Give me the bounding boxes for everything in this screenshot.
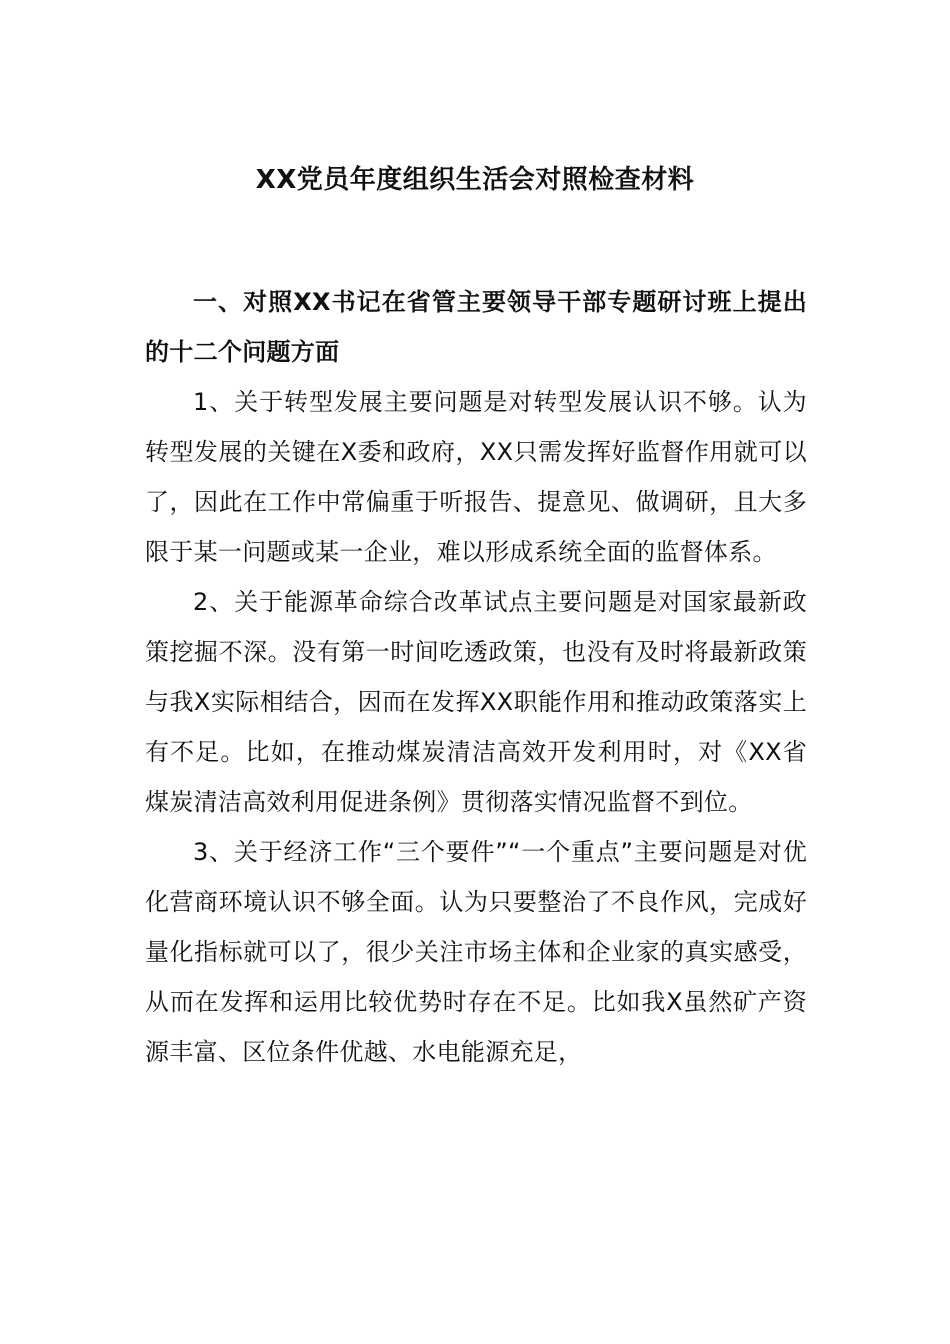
paragraph-3: 3、关于经济工作“三个要件”“一个重点”主要问题是对优化营商环境认识不够全面。认为只要整治了不良作风，完成好量化指标就可以了，很少关注市场主体和企业家的真实感受，从而在发挥和运用比较优势时存在不足。比如我X虽然矿产资源丰富、区位条件优越、水电能源充足， [145,838,807,1066]
section-heading: 一、对照XX书记在省管主要领导干部专题研讨班上提出的十二个问题方面 [145,288,807,366]
paragraph-2: 2、关于能源革命综合改革试点主要问题是对国家最新政策挖掘不深。没有第一时间吃透政策，也没有及时将最新政策与我X实际相结合，因而在发挥XX职能作用和推动政策落实上有不足。比如，在推动煤炭清洁高效开发利用时，对《XX省煤炭清洁高效利用促进条例》贯彻落实情况监督不到位。 [145,588,807,816]
paragraph-1: 1、关于转型发展主要问题是对转型发展认识不够。认为转型发展的关键在X委和政府，XX只需发挥好监督作用就可以了，因此在工作中常偏重于听报告、提意见、做调研，且大多限于某一问题或某一企业，难以形成系统全面的监督体系。 [145,388,807,566]
document-body [145,277,807,1077]
document-title: XX党员年度组织生活会对照检查材料 [255,165,695,195]
